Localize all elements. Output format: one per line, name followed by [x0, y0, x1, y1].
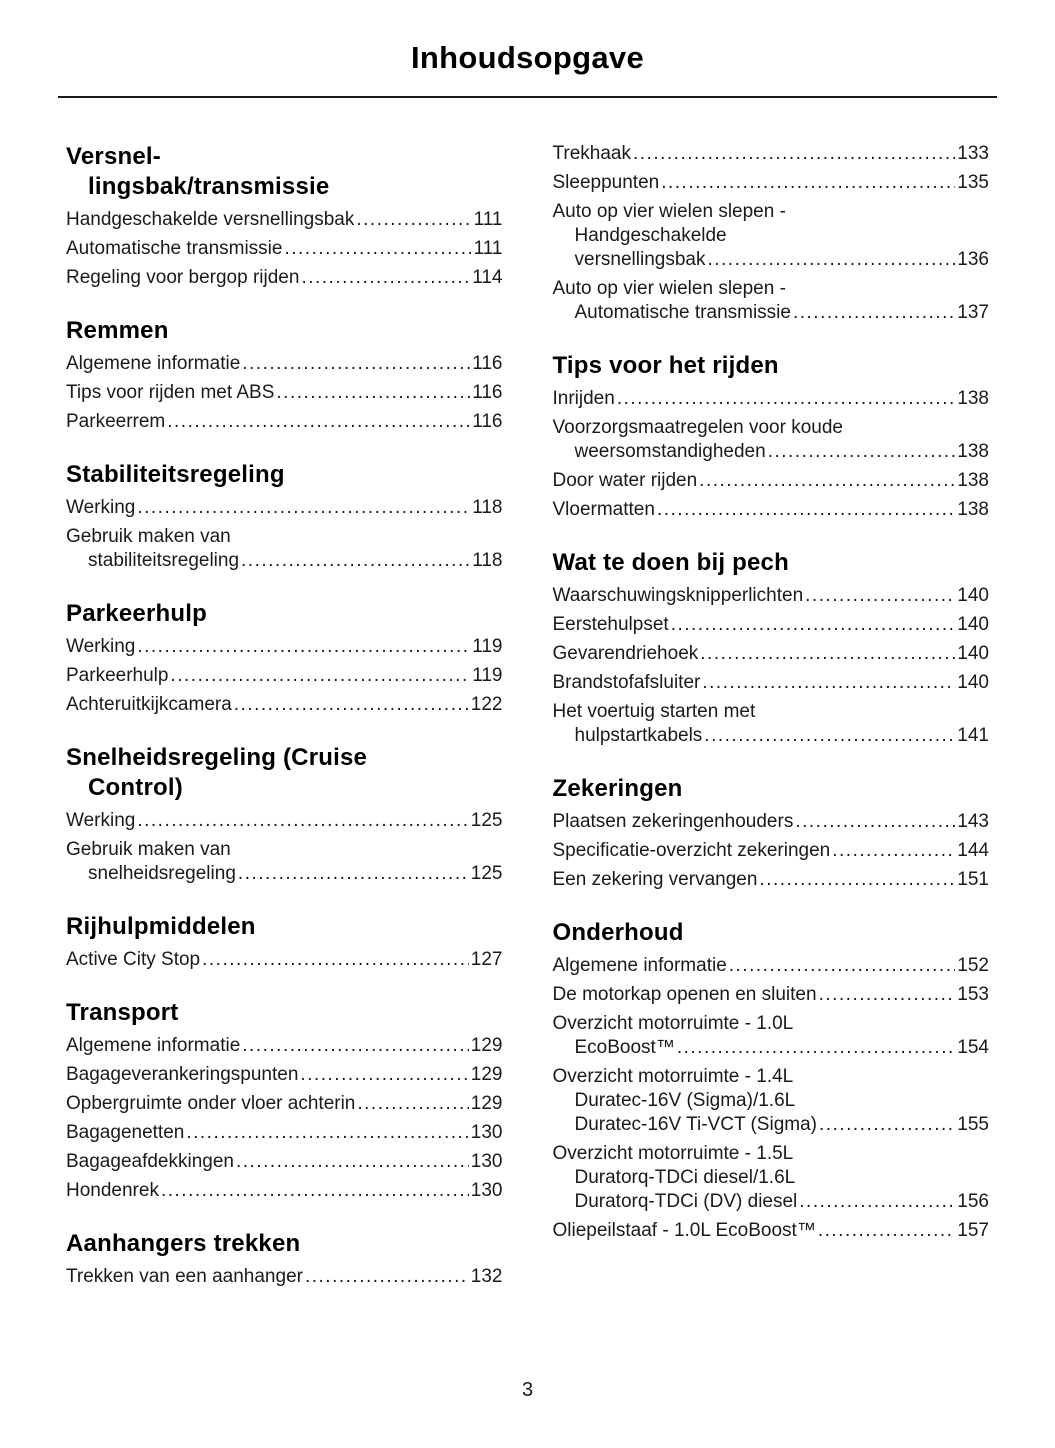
entry-leader-line: [66, 1063, 503, 1087]
toc-entry: [66, 948, 503, 972]
entry-page-number: 129: [470, 1035, 503, 1056]
dot-leader: [700, 642, 955, 666]
entry-page-number: 138: [957, 441, 989, 462]
entry-label: Duratec-16V Ti-VCT (Sigma): [574, 1114, 817, 1135]
toc-entry: [553, 1219, 990, 1243]
entry-page-number: 130: [470, 1151, 503, 1172]
entry-page-number: 157: [957, 1220, 989, 1241]
toc-entry: [66, 693, 503, 717]
toc-section: [66, 1229, 503, 1289]
entry-leader-line: [553, 642, 990, 666]
entry-label: Bagageverankeringspunten: [66, 1064, 299, 1085]
entry-page-number: 125: [470, 863, 503, 884]
section-heading: [66, 743, 503, 803]
entry-leader-line: [553, 440, 990, 464]
entry-page-number: 155: [957, 1114, 989, 1135]
dot-leader: [167, 410, 470, 434]
entry-leader-line: [66, 693, 503, 717]
entry-text-line: Overzicht motorruimte - 1.5L: [552, 1143, 794, 1164]
entry-leader-line: [553, 584, 990, 608]
entry-leader-line: [66, 352, 503, 376]
dot-leader: [242, 1034, 469, 1058]
entry-page-number: 129: [470, 1093, 503, 1114]
toc-entry: [66, 1063, 503, 1087]
entry-label: Parkeerhulp: [66, 665, 169, 686]
entry-page-number: 116: [472, 411, 503, 432]
entry-label: Brandstofafsluiter: [552, 672, 701, 693]
entry-label: Een zekering vervangen: [552, 869, 758, 890]
toc-column-1: [66, 142, 503, 1315]
toc-section: [553, 548, 990, 748]
entry-page-number: 140: [957, 672, 989, 693]
dot-leader: [677, 1036, 955, 1060]
toc-section: [66, 599, 503, 717]
dot-leader: [704, 724, 955, 748]
entry-leader-line: [553, 1036, 990, 1060]
section-heading: [66, 142, 503, 202]
dot-leader: [238, 862, 469, 886]
entry-page-number: 135: [957, 172, 989, 193]
dot-leader: [276, 381, 470, 405]
dot-leader: [234, 693, 469, 717]
toc-entry: [66, 266, 503, 290]
entry-page-number: 138: [957, 388, 989, 409]
entry-label: Algemene informatie: [66, 1035, 241, 1056]
entry-label: snelheidsregeling: [88, 863, 236, 884]
entry-leader-line: [66, 266, 503, 290]
toc-entry: [66, 1034, 503, 1058]
entry-page-number: 137: [957, 302, 989, 323]
entry-leader-line: [553, 810, 990, 834]
toc-entry: [553, 1012, 990, 1060]
entry-page-number: 140: [957, 585, 989, 606]
entry-leader-line: [553, 1219, 990, 1243]
entry-label: Regeling voor bergop rijden: [66, 267, 300, 288]
entry-leader-line: [66, 549, 503, 573]
entry-page-number: 143: [957, 811, 989, 832]
entry-page-number: 138: [957, 470, 989, 491]
entry-leader-line: [66, 1179, 503, 1203]
toc-entry: [553, 868, 990, 892]
entry-label: Door water rijden: [552, 470, 698, 491]
entry-text-line: Overzicht motorruimte - 1.4L: [552, 1066, 794, 1087]
entry-page-number: 140: [957, 614, 989, 635]
entry-page-number: 119: [472, 665, 503, 686]
section-heading: [66, 998, 503, 1028]
section-heading: [553, 548, 990, 578]
entry-leader-line: [66, 237, 503, 261]
section-heading-line: Zekeringen: [552, 775, 683, 802]
entry-label: Active City Stop: [66, 949, 201, 970]
entry-leader-line: [553, 498, 990, 522]
entry-label: Bagagenetten: [66, 1122, 185, 1143]
entry-label: Algemene informatie: [66, 353, 241, 374]
entry-leader-line: [66, 1150, 503, 1174]
entry-label: Trekhaak: [552, 143, 631, 164]
entry-page-number: 133: [957, 143, 989, 164]
entry-leader-line: [553, 671, 990, 695]
dot-leader: [284, 237, 471, 261]
entry-page-number: 118: [472, 497, 503, 518]
page-number: 3: [521, 1379, 534, 1401]
section-heading-line: lingsbak/transmissie: [88, 173, 330, 200]
section-heading: [66, 912, 503, 942]
entry-leader-line: [66, 1034, 503, 1058]
toc-entry: [66, 352, 503, 376]
entry-page-number: 154: [957, 1037, 989, 1058]
entry-leader-line: [553, 1190, 990, 1214]
dot-leader: [356, 208, 471, 232]
entry-label: Werking: [66, 497, 136, 518]
entry-page-number: 141: [957, 725, 989, 746]
dot-leader: [799, 1190, 955, 1214]
entry-leader-line: [553, 613, 990, 637]
toc-section: [66, 743, 503, 886]
entry-page-number: 111: [473, 238, 503, 259]
entry-leader-line: [553, 724, 990, 748]
entry-leader-line: [66, 1265, 503, 1289]
toc-section: [553, 918, 990, 1243]
dot-leader: [795, 810, 955, 834]
entry-label: Inrijden: [552, 388, 615, 409]
entry-label: Automatische transmissie: [66, 238, 283, 259]
entry-label: Opbergruimte onder vloer achterin: [66, 1093, 356, 1114]
toc-section: [66, 142, 503, 290]
section-heading-line: Versnel-: [66, 143, 161, 170]
toc-entry: [66, 410, 503, 434]
dot-leader: [137, 809, 468, 833]
dot-leader: [707, 248, 955, 272]
entry-leader-line: [553, 983, 990, 1007]
entry-page-number: 114: [472, 267, 503, 288]
toc-entry: [553, 277, 990, 325]
page-title: Inhoudsopgave: [411, 40, 644, 75]
section-heading-line: Aanhangers trekken: [66, 1230, 301, 1257]
toc-entry: [553, 671, 990, 695]
toc-entry: [66, 664, 503, 688]
entry-label: Tips voor rijden met ABS: [66, 382, 275, 403]
toc-entry: [66, 237, 503, 261]
entry-page-number: 136: [957, 249, 989, 270]
entry-text-line: Duratorq-TDCi diesel/1.6L: [574, 1167, 796, 1188]
entry-label: Specificatie-overzicht zekeringen: [552, 840, 831, 861]
section-heading-line: Remmen: [66, 317, 169, 344]
entry-label: Achteruitkijkcamera: [66, 694, 232, 715]
toc-columns: [58, 98, 997, 1315]
toc-entry: [66, 1121, 503, 1145]
toc-entry: [553, 142, 990, 166]
dot-leader: [702, 671, 955, 695]
toc-entry: [66, 809, 503, 833]
toc-entry: [66, 838, 503, 886]
entry-page-number: 125: [470, 810, 503, 831]
section-heading-line: Stabiliteitsregeling: [66, 461, 285, 488]
entry-leader-line: [66, 1121, 503, 1145]
entry-leader-line: [553, 1113, 990, 1137]
entry-leader-line: [66, 208, 503, 232]
entry-label: Algemene informatie: [552, 955, 727, 976]
toc-entry: [66, 381, 503, 405]
toc-entry: [553, 839, 990, 863]
dot-leader: [699, 469, 955, 493]
entry-label: Bagageafdekkingen: [66, 1151, 234, 1172]
toc-entry: [553, 642, 990, 666]
entry-label: Oliepeilstaaf - 1.0L EcoBoost™: [552, 1220, 816, 1241]
section-heading-line: Rijhulpmiddelen: [66, 913, 256, 940]
toc-entry: [66, 525, 503, 573]
toc-entry: [553, 1065, 990, 1137]
entry-leader-line: [553, 954, 990, 978]
dot-leader: [242, 352, 470, 376]
dot-leader: [759, 868, 955, 892]
entry-text-line: Voorzorgsmaatregelen voor koude: [552, 417, 843, 438]
section-heading: [66, 460, 503, 490]
toc-entry: [553, 584, 990, 608]
entry-leader-line: [66, 948, 503, 972]
toc-section: [553, 142, 990, 325]
entry-label: versnellingsbak: [574, 249, 706, 270]
entry-text-line: Auto op vier wielen slepen -: [552, 201, 786, 222]
entry-label: EcoBoost™: [574, 1037, 675, 1058]
entry-leader-line: [553, 387, 990, 411]
toc-entry: [66, 1092, 503, 1116]
dot-leader: [729, 954, 956, 978]
entry-leader-line: [553, 301, 990, 325]
entry-label: Trekken van een aanhanger: [66, 1266, 303, 1287]
toc-section: [66, 998, 503, 1203]
toc-entry: [553, 200, 990, 272]
section-heading-line: Snelheidsregeling (Cruise: [66, 744, 368, 771]
toc-entry: [66, 1150, 503, 1174]
entry-leader-line: [553, 171, 990, 195]
entry-label: Gevarendriehoek: [552, 643, 699, 664]
entry-page-number: 122: [470, 694, 503, 715]
toc-entry: [553, 498, 990, 522]
entry-label: Handgeschakelde versnellingsbak: [66, 209, 355, 230]
entry-leader-line: [66, 664, 503, 688]
entry-leader-line: [553, 142, 990, 166]
entry-label: Automatische transmissie: [574, 302, 791, 323]
entry-leader-line: [66, 496, 503, 520]
toc-entry: [553, 810, 990, 834]
dot-leader: [657, 498, 955, 522]
section-heading: [66, 599, 503, 629]
section-heading: [66, 316, 503, 346]
dot-leader: [170, 664, 470, 688]
dot-leader: [357, 1092, 468, 1116]
entry-page-number: 129: [470, 1064, 503, 1085]
section-heading-line: Onderhoud: [552, 919, 684, 946]
entry-text-line: Overzicht motorruimte - 1.0L: [552, 1013, 794, 1034]
toc-entry: [553, 416, 990, 464]
entry-page-number: 116: [472, 382, 503, 403]
dot-leader: [137, 635, 470, 659]
entry-page-number: 119: [472, 636, 503, 657]
section-heading-line: Control): [88, 774, 183, 801]
entry-label: weersomstandigheden: [574, 441, 766, 462]
entry-text-line: Duratec-16V (Sigma)/1.6L: [574, 1090, 796, 1111]
entry-leader-line: [66, 635, 503, 659]
dot-leader: [661, 171, 955, 195]
toc-entry: [553, 1142, 990, 1214]
entry-label: Werking: [66, 636, 136, 657]
toc-section: [553, 774, 990, 892]
entry-text-line: Het voertuig starten met: [552, 701, 756, 722]
entry-page-number: 132: [470, 1266, 503, 1287]
entry-label: Waarschuwingsknipperlichten: [552, 585, 804, 606]
entry-leader-line: [66, 809, 503, 833]
toc-section: [66, 460, 503, 573]
dot-leader: [236, 1150, 469, 1174]
section-heading: [553, 351, 990, 381]
entry-page-number: 138: [957, 499, 989, 520]
entry-leader-line: [66, 381, 503, 405]
entry-label: Werking: [66, 810, 136, 831]
toc-entry: [553, 613, 990, 637]
entry-page-number: 144: [957, 840, 989, 861]
toc-section: [553, 351, 990, 522]
toc-entry: [553, 171, 990, 195]
dot-leader: [137, 496, 470, 520]
dot-leader: [186, 1121, 468, 1145]
toc-entry: [553, 387, 990, 411]
entry-page-number: 127: [470, 949, 503, 970]
entry-text-line: Gebruik maken van: [66, 839, 231, 860]
entry-leader-line: [553, 248, 990, 272]
toc-entry: [553, 700, 990, 748]
entry-page-number: 151: [957, 869, 989, 890]
section-heading: [553, 774, 990, 804]
dot-leader: [818, 1219, 955, 1243]
dot-leader: [161, 1179, 469, 1203]
dot-leader: [617, 387, 955, 411]
dot-leader: [202, 948, 469, 972]
section-heading: [66, 1229, 503, 1259]
section-heading-line: Parkeerhulp: [66, 600, 207, 627]
entry-label: Eerstehulpset: [552, 614, 669, 635]
toc-entry: [553, 469, 990, 493]
entry-leader-line: [553, 469, 990, 493]
dot-leader: [300, 1063, 468, 1087]
toc-entry: [553, 954, 990, 978]
toc-entry: [66, 635, 503, 659]
entry-page-number: 153: [957, 984, 989, 1005]
entry-page-number: 118: [472, 550, 503, 571]
entry-label: stabiliteitsregeling: [88, 550, 240, 571]
toc-section: [66, 316, 503, 434]
dot-leader: [768, 440, 956, 464]
entry-label: Parkeerrem: [66, 411, 166, 432]
toc-entry: [553, 983, 990, 1007]
entry-label: Plaatsen zekeringenhouders: [552, 811, 794, 832]
section-heading-line: Transport: [66, 999, 179, 1026]
dot-leader: [305, 1265, 469, 1289]
entry-page-number: 111: [473, 209, 503, 230]
dot-leader: [301, 266, 470, 290]
toc-column-2: [553, 142, 990, 1315]
entry-label: hulpstartkabels: [574, 725, 703, 746]
toc-entry: [66, 208, 503, 232]
entry-label: Duratorq-TDCi (DV) diesel: [574, 1191, 798, 1212]
entry-page-number: 152: [957, 955, 989, 976]
entry-label: De motorkap openen en sluiten: [552, 984, 817, 1005]
dot-leader: [241, 549, 470, 573]
dot-leader: [805, 584, 955, 608]
entry-page-number: 130: [470, 1122, 503, 1143]
dot-leader: [793, 301, 955, 325]
entry-leader-line: [66, 862, 503, 886]
entry-page-number: 140: [957, 643, 989, 664]
entry-label: Vloermatten: [552, 499, 655, 520]
toc-entry: [66, 1179, 503, 1203]
entry-label: Hondenrek: [66, 1180, 159, 1201]
dot-leader: [819, 1113, 955, 1137]
dot-leader: [633, 142, 955, 166]
entry-leader-line: [553, 839, 990, 863]
entry-leader-line: [66, 1092, 503, 1116]
entry-text-line: Auto op vier wielen slepen -: [552, 278, 786, 299]
toc-section: [66, 912, 503, 972]
entry-leader-line: [553, 868, 990, 892]
entry-page-number: 130: [470, 1180, 503, 1201]
toc-entry: [66, 496, 503, 520]
section-heading-line: Tips voor het rijden: [552, 352, 779, 379]
entry-text-line: Handgeschakelde: [574, 225, 727, 246]
entry-page-number: 116: [472, 353, 503, 374]
section-heading: [553, 918, 990, 948]
toc-entry: [66, 1265, 503, 1289]
dot-leader: [671, 613, 956, 637]
dot-leader: [819, 983, 956, 1007]
entry-page-number: 156: [957, 1191, 989, 1212]
dot-leader: [832, 839, 955, 863]
section-heading-line: Wat te doen bij pech: [552, 549, 789, 576]
entry-text-line: Gebruik maken van: [66, 526, 231, 547]
entry-leader-line: [66, 410, 503, 434]
entry-label: Sleeppunten: [552, 172, 660, 193]
